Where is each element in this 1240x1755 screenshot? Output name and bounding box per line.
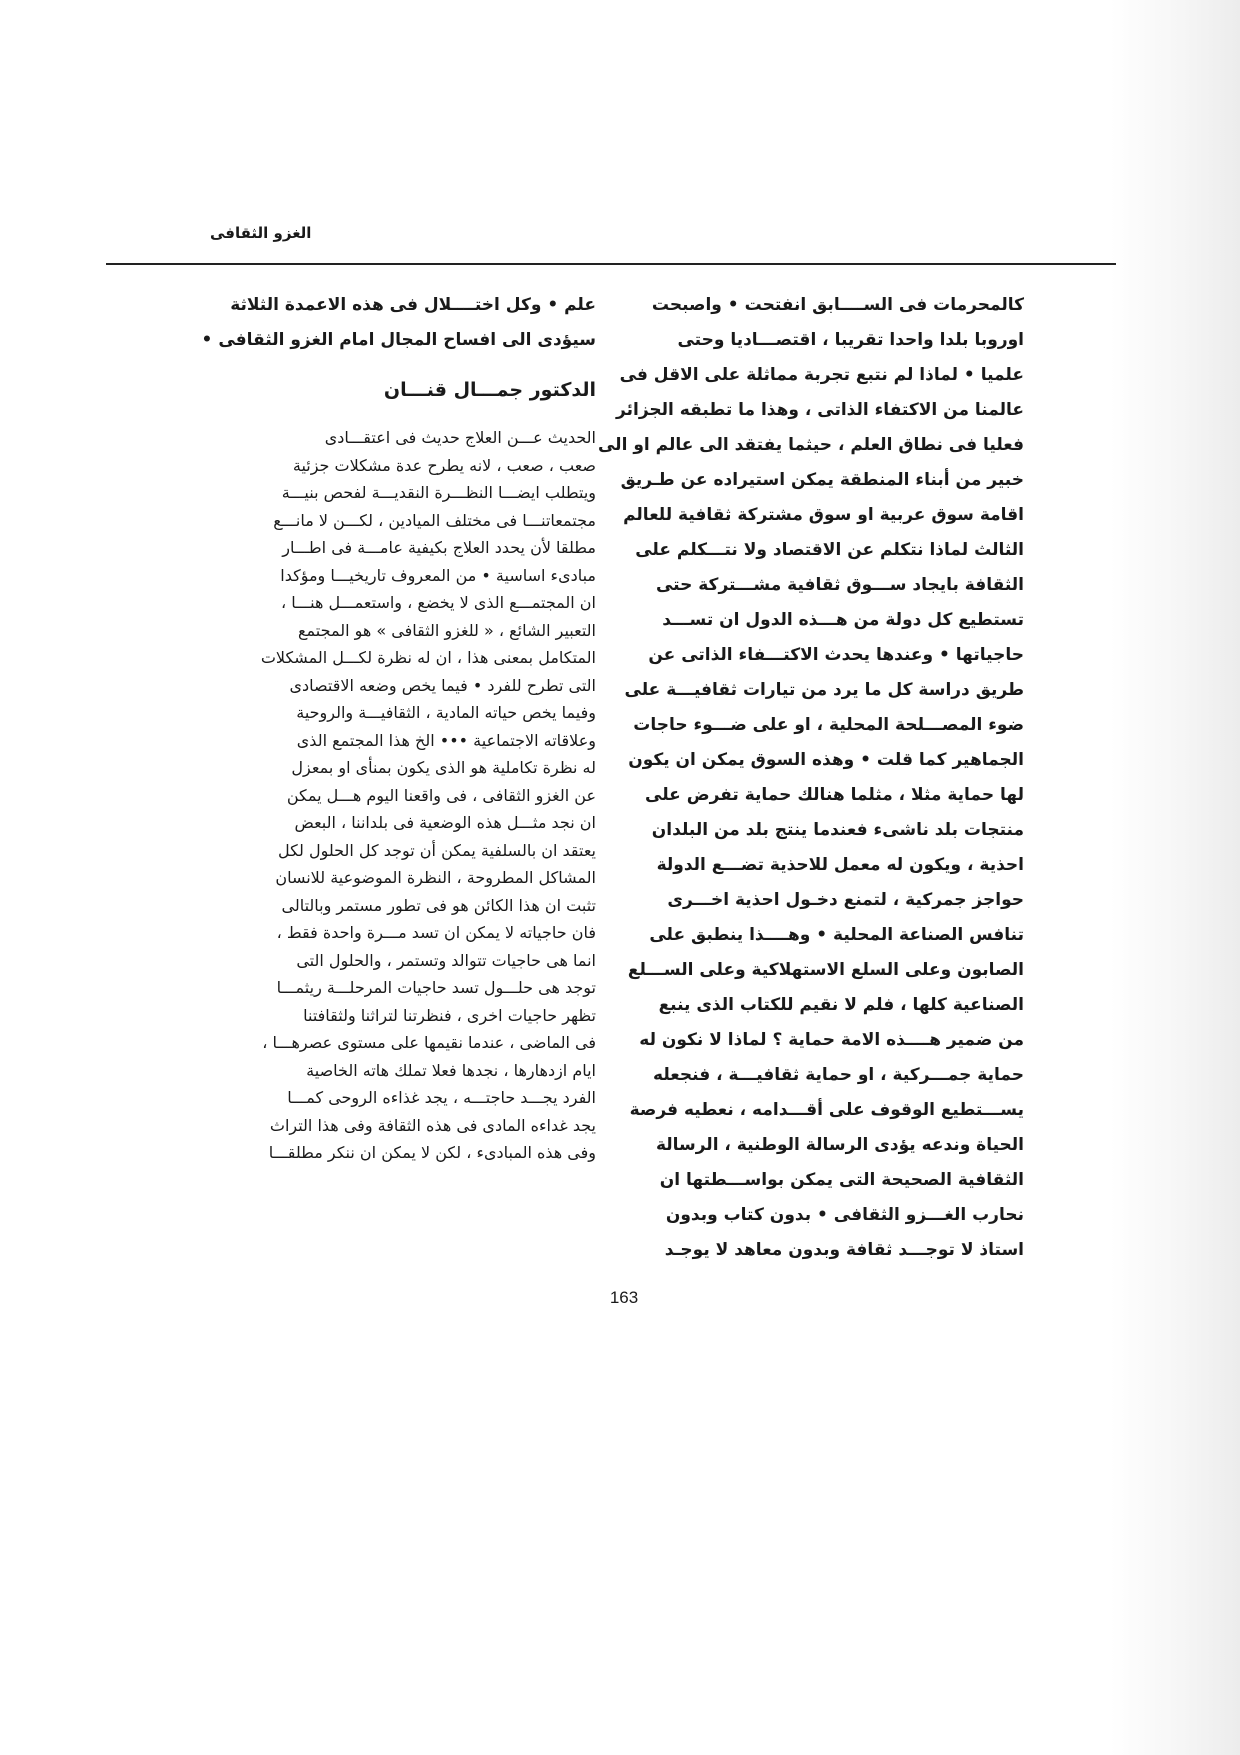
- text-line: طريق دراسة كل ما يرد من تيارات ثقافيـــة على: [624, 680, 1024, 700]
- text-line: ضوء المصـــلحة المحلية ، او على ضـــوء حاجات: [633, 715, 1024, 735]
- page-spine-shadow: [1110, 0, 1240, 1755]
- text-line: وعلاقاته الاجتماعية ••• الخ هذا المجتمع الذى: [296, 730, 596, 750]
- intro-lines: [201, 288, 596, 358]
- text-line: صعب ، صعب ، لانه يطرح عدة مشكلات جزئية: [292, 455, 596, 475]
- text-line: الثقافة بايجاد ســـوق ثقافية مشـــتركة حتى: [655, 575, 1024, 595]
- text-line: تظهر حاجيات اخرى ، فنظرتنا لتراثنا ولثقافتنا: [303, 1005, 596, 1025]
- text-line: الثقافية الصحيحة التى يمكن بواســـطتها ان: [659, 1170, 1024, 1190]
- text-line: خبير من أبناء المنطقة يمكن استيراده عن طـريق: [620, 470, 1024, 490]
- text-line: منتجات بلد ناشىء فعندما ينتج بلد من البلدان: [651, 820, 1024, 840]
- text-line: التعبير الشائع ، « للغزو الثقافى » هو المجتمع: [298, 620, 596, 640]
- text-line: نحارب الغـــزو الثقافى • بدون كتاب وبدون: [665, 1205, 1024, 1225]
- text-line: اقامة سوق عربية او سوق مشتركة ثقافية للعالم: [623, 505, 1024, 525]
- text-line: ويتطلب ايضـــا النظـــرة النقديـــة لفحص بنيـــة: [281, 483, 596, 502]
- text-line: احذية ، ويكون له معمل للاحذية تضـــع الدولة: [656, 855, 1024, 875]
- text-line: توجد هى حلـــول تسد حاجيات المرحلـــة ريثمـــا: [276, 978, 596, 997]
- author-heading: الدكتور جمـــال قنـــان: [383, 379, 596, 401]
- text-line: الصناعية كلها ، فلم لا نقيم للكتاب الذى ينبع: [658, 995, 1024, 1015]
- text-line: تستطيع كل دولة من هـــذه الدول ان تســـد: [662, 610, 1024, 630]
- text-line: الجماهير كما قلت • وهذه السوق يمكن ان يكون: [628, 750, 1024, 770]
- text-line: حواجز جمركية ، لتمنع دخـول احذية اخـــرى: [667, 890, 1024, 910]
- text-line: سيؤدى الى افساح المجال امام الغزو الثقافى •: [201, 330, 596, 350]
- text-line: عالمنا من الاكتفاء الذاتى ، وهذا ما تطبقه الجزائر: [616, 400, 1024, 420]
- text-line: من ضمير هــــذه الامة حماية ؟ لماذا لا نكون له: [639, 1030, 1024, 1050]
- text-line: لها حماية مثلا ، مثلما هنالك حماية تفرض على: [645, 785, 1024, 805]
- text-line: وفى هذه المبادىء ، لكن لا يمكن ان ننكر مطلقـــا: [268, 1143, 596, 1162]
- paragraph-lines: [210, 424, 596, 1167]
- text-line: فعليا فى نطاق العلم ، حيثما يفتقد الى عالم او الى: [597, 435, 1024, 455]
- text-line: تنافس الصناعة المحلية • وهــــذا ينطبق على: [649, 925, 1024, 945]
- text-line: تثبت ان هذا الكائن هو فى تطور مستمر وبالتالى: [281, 895, 596, 915]
- text-line: فان حاجياته لا يمكن ان تسد مـــرة واحدة فقط ،: [276, 923, 596, 942]
- header-rule: [106, 263, 1116, 265]
- page-number: 163: [609, 1288, 639, 1307]
- running-header: الغزو الثقافى: [210, 224, 312, 242]
- text-line: الثالث لماذا نتكلم عن الاقتصاد ولا نتـــكلم على: [635, 540, 1024, 560]
- text-line: انما هى حاجيات تتوالد وتستمر ، والحلول التى: [296, 950, 596, 970]
- text-line: استاذ لا توجـــد ثقافة وبدون معاهد لا يوجـد: [664, 1240, 1024, 1260]
- text-line: ان نجد مثـــل هذه الوضعية فى بلداننا ، البعض: [294, 813, 596, 832]
- text-line: عن الغزو الثقافى ، فى واقعنا اليوم هـــل يمكن: [286, 785, 596, 805]
- text-line: يســـتطيع الوقوف على أقـــدامه ، نعطيه فرصة: [629, 1100, 1024, 1120]
- text-line: علميا • لماذا لم نتبع تجربة مماثلة على الاقل فى: [619, 365, 1024, 385]
- left-text-column: [201, 288, 596, 1167]
- text-line: المشاكل المطروحة ، النظرة الموضوعية للانسان: [275, 868, 596, 887]
- text-line: الحياة وندعه يؤدى الرسالة الوطنية ، الرسالة: [655, 1135, 1024, 1155]
- text-line: ايام ازدهارها ، نجدها فعلا تملك هاته الخاصية: [306, 1060, 596, 1080]
- text-line: يعتقد ان بالسلفية يمكن أن توجد كل الحلول لكل: [278, 840, 596, 860]
- text-line: حماية جمـــركية ، او حماية ثقافيـــة ، فنجعله: [653, 1065, 1024, 1085]
- text-line: اوروبا بلدا واحدا تقريبا ، اقتصـــاديا وحتى: [677, 330, 1024, 350]
- text-line: مبادىء اساسية • من المعروف تاريخيـــا ومؤكدا: [280, 565, 596, 585]
- text-line: كالمحرمات فى الســــابق انفتحت • واصبحت: [651, 295, 1024, 315]
- text-line: وفيما يخص حياته المادية ، الثقافيـــة والروحية: [296, 703, 596, 722]
- text-line: حاجياتها • وعندها يحدث الاكتـــفاء الذاتى عن: [648, 645, 1024, 665]
- text-line: علم • وكل اختــــلال فى هذه الاعمدة الثلاثة: [230, 295, 596, 315]
- text-line: التى تطرح للفرد • فيما يخص وضعه الاقتصادى: [289, 675, 596, 695]
- text-line: فى الماضى ، عندما نقيمها على مستوى عصرهـــا ،: [262, 1033, 596, 1052]
- text-line: له نظرة تكاملية هو الذى يكون بمنأى او بمعزل: [291, 758, 596, 777]
- text-line: المتكامل بمعنى هذا ، ان له نظرة لكـــل المشكلات: [260, 648, 596, 667]
- text-line: الفرد يجـــد حاجتـــه ، يجد غذاءه الروحى كمـــا: [287, 1088, 596, 1107]
- text-line: الصابون وعلى السلع الاستهلاكية وعلى الســـلع: [627, 960, 1024, 980]
- right-text-column: [597, 288, 1024, 1268]
- text-line: الحديث عـــن العلاج حديث فى اعتقـــادى: [324, 428, 596, 447]
- text-line: مجتمعاتنـــا فى مختلف الميادين ، لكـــن لا مانـــع: [273, 510, 596, 530]
- text-line: ان المجتمـــع الذى لا يخضع ، واستعمـــل هنـــا ،: [280, 593, 596, 612]
- text-line: مطلقا لأن يحدد العلاج بكيفية عامـــة فى اطـــار: [282, 538, 596, 557]
- text-line: يجد غداءه المادى فى هذه الثقافة وفى هذا التراث: [269, 1115, 596, 1135]
